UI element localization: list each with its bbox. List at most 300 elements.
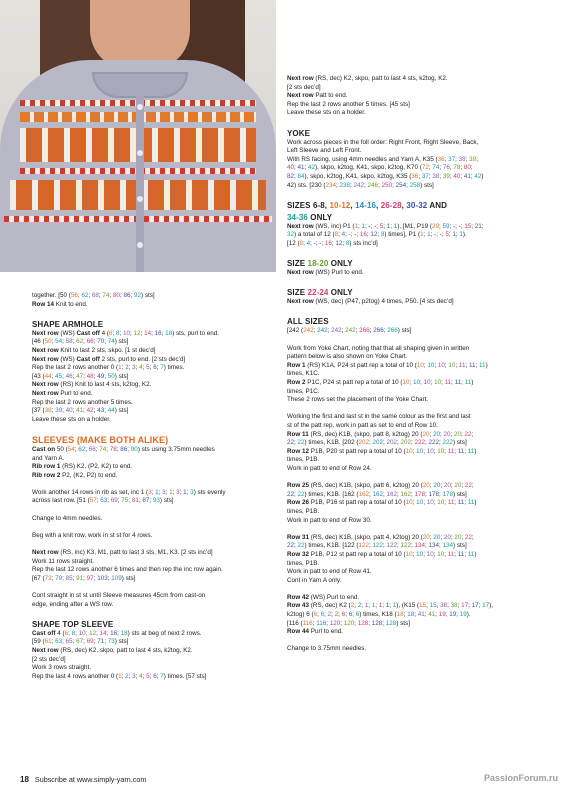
pattern-line (287, 560, 535, 569)
size-value: 10 (427, 361, 435, 369)
size-value: 54 (55, 338, 63, 346)
text-run: ) sts using 3.75mm needles (137, 445, 215, 453)
text-run: ; (354, 619, 358, 627)
text-run: [43 ( (32, 372, 45, 380)
size-value: 12 (335, 239, 343, 247)
size-value: 3 (190, 488, 194, 496)
text-run: ; (324, 611, 328, 619)
text-run: (WS, inc) P1 ( (313, 222, 355, 230)
text-run: ; (455, 361, 459, 369)
size-value: 41 (76, 407, 84, 415)
size-value: 222 (442, 439, 454, 447)
text-run: ; (104, 638, 108, 646)
row-label: Next row (287, 222, 314, 230)
text-run: Work across pieces in the foll order: Right Front, Right Sleeve, Back, (287, 138, 479, 146)
pattern-line (287, 551, 535, 560)
text-run: SIZES 6-8, (287, 200, 330, 210)
size-value: 3 (176, 488, 180, 496)
size-value: 22 (464, 482, 472, 490)
text-run: ONLY (328, 288, 353, 298)
text-run: [59 ( (32, 638, 45, 646)
pattern-line (32, 664, 280, 673)
size-value: 40 (453, 172, 461, 180)
text-run: ), skpo, k2tog, K41, skpo, k2tog, K35 ( (304, 172, 412, 180)
size-value: 12 (89, 629, 97, 637)
size-value: 202 (386, 439, 397, 447)
text-run: ; (411, 439, 415, 447)
pattern-line (32, 356, 280, 365)
size-value: 11 (467, 550, 475, 558)
text-run: Leave these sts on a holder. (287, 109, 366, 117)
size-value: 71 (97, 638, 105, 646)
size-value: 3 (132, 364, 136, 372)
size-value: 266 (373, 327, 384, 335)
pattern-line (287, 298, 535, 307)
pattern-line (32, 463, 280, 472)
size-value: 128 (371, 619, 383, 627)
size-value: 67 (76, 638, 84, 646)
spacer (287, 637, 535, 646)
text-run: [12 ( (287, 239, 300, 247)
text-run: ). (462, 231, 467, 239)
pattern-line (32, 601, 280, 610)
size-value: 1 (385, 602, 390, 610)
size-value: 50 (44, 338, 52, 346)
size-value: 202 (358, 439, 369, 447)
size-value: 3 (132, 672, 136, 680)
size-value: 266 (359, 327, 370, 335)
size-value: 85 (65, 574, 73, 582)
pattern-line (32, 446, 280, 455)
pattern-line (287, 645, 535, 654)
size-value: 49 (97, 372, 105, 380)
text-run: ) sts evenly (193, 488, 226, 496)
text-run: ; (478, 602, 483, 610)
text-run: ; (83, 638, 87, 646)
text-run: ; (72, 338, 77, 346)
row-label: Cast off (76, 355, 100, 363)
size-value: 11 (457, 550, 465, 558)
pattern-line (32, 558, 280, 567)
spacer (32, 523, 280, 532)
size-value: 122 (372, 542, 383, 550)
text-run: ). (466, 611, 471, 619)
size-value: 1 (452, 231, 456, 239)
text-run: ; (471, 430, 474, 438)
size-value: 20 (433, 533, 441, 541)
size-value: 20 (432, 430, 440, 438)
text-run: (WS) (58, 329, 77, 337)
size-value: 44 (107, 407, 115, 415)
pattern-line (287, 422, 535, 431)
text-run: ; (116, 445, 121, 453)
pattern-line (32, 549, 280, 558)
text-run: ; (440, 533, 444, 541)
text-run: ; (93, 372, 98, 380)
row-label: Next row (287, 92, 314, 100)
text-run: ; (461, 533, 465, 541)
section-heading: SHAPE TOP SLEEVE (32, 619, 114, 629)
text-run: ), skpo, k2tog, K41, skpo, k2tog, K70 ( (315, 164, 422, 172)
size-value: 6 (109, 329, 113, 337)
text-run: ) times], P1 ( (384, 231, 421, 239)
text-run: ; (51, 407, 56, 415)
text-run: Work 11 rows straight. (32, 557, 95, 565)
text-run: Change to 3.75mm needles. (287, 645, 367, 653)
text-run: 50 ( (55, 445, 68, 453)
text-run: Working the first and last st in the same colour as the first and last (287, 413, 471, 421)
text-run: ; (149, 364, 154, 372)
text-run: ; (95, 445, 100, 453)
text-run: ; (88, 292, 92, 299)
pattern-line (32, 292, 280, 301)
text-run: ) (485, 361, 488, 369)
size-value: 70 (97, 338, 105, 346)
size-value: 41 (417, 611, 425, 619)
text-run: Patt to end. (313, 92, 348, 100)
text-run: ; (382, 490, 387, 498)
size-value: 134 (414, 542, 426, 550)
size-value: 41 (428, 611, 436, 619)
size-value: 66 (88, 445, 96, 453)
size-value: 36 (411, 172, 419, 180)
text-run: ONLY (307, 212, 333, 222)
spacer (287, 278, 535, 287)
text-run: 2 sts, purl to end. [2 sts dec’d] (99, 355, 186, 363)
text-run: [37 ( (32, 407, 45, 415)
text-run: ; (439, 172, 443, 180)
spacer (32, 424, 280, 433)
text-run: ; (444, 361, 449, 369)
text-run: ; (454, 499, 458, 507)
text-run: ; -; -; (310, 239, 325, 247)
size-value: 15 (464, 222, 472, 230)
pattern-line (287, 370, 535, 379)
text-run: ; (119, 292, 124, 299)
size-value: 97 (86, 574, 94, 582)
size-value: 66 (86, 338, 94, 346)
text-run: ; (454, 550, 458, 558)
footer-text: Subscribe at www.simply-yarn.com (34, 775, 147, 784)
pattern-line (287, 431, 535, 440)
size-value: 8 (334, 231, 339, 239)
text-run: (RS) Knit to last 4 sts, k2tog, K2. (58, 381, 152, 389)
text-run: ; (158, 488, 163, 496)
pattern-line (32, 673, 280, 682)
size-value: 250 (381, 181, 393, 189)
text-run: (RS, dec) K1B, (skpo, patt 8, k2tog) 20 ( (308, 430, 423, 438)
text-run: ; (433, 447, 438, 455)
text-run: ; (341, 327, 346, 335)
size-value: 16 (359, 231, 367, 239)
row-label: Next row (32, 549, 59, 557)
size-value: 6 (64, 629, 69, 637)
text-run: times, P1B. (287, 456, 320, 464)
text-run: ; (425, 490, 429, 498)
spacer (287, 190, 535, 199)
text-run: ; (127, 445, 131, 453)
pattern-line (287, 156, 535, 165)
text-run: pattern below is also shown on Yoke Chart. (287, 353, 408, 361)
size-value: 6 (355, 611, 360, 619)
text-run: ; (72, 372, 77, 380)
text-run: ; (294, 542, 298, 550)
size-value: 10 (426, 550, 434, 558)
size-value: 1 (459, 231, 463, 239)
text-run: Purl to end. (309, 628, 344, 636)
size-value: 10 (448, 361, 456, 369)
text-run: ; (457, 602, 462, 610)
row-label: Next row (32, 381, 59, 389)
text-run: These 2 rows set the placement of the Yoke Chart. (287, 396, 429, 404)
size-value: 6 (313, 611, 318, 619)
text-run: ; (112, 329, 117, 337)
size-value: 2 (350, 602, 355, 610)
size-value: 22 (287, 542, 295, 550)
size-value: 10 (416, 499, 424, 507)
text-run: ; (366, 231, 371, 239)
size-value: 8 (116, 329, 120, 337)
text-run: ; (450, 430, 454, 438)
size-value: 5 (445, 231, 449, 239)
text-run: ; (104, 372, 108, 380)
size-value: 47 (76, 372, 84, 380)
size-value: 11 (467, 447, 475, 455)
pattern-line (32, 566, 280, 575)
text-run: ; (106, 445, 110, 453)
size-value: 22 (297, 542, 305, 550)
size-value: 32 (287, 231, 295, 239)
size-value: 116 (302, 619, 313, 627)
size-value: 11 (457, 447, 465, 455)
size-value: 72 (421, 164, 429, 172)
size-value: 11 (464, 379, 472, 387)
text-run: ; (117, 629, 121, 637)
size-value: 1 (427, 231, 431, 239)
size-value: 44 (44, 372, 52, 380)
size-value: 91 (76, 574, 84, 582)
pattern-line (32, 630, 280, 639)
text-run: ) sts] (396, 619, 410, 627)
text-run: ; (423, 361, 428, 369)
text-run: ; (369, 327, 374, 335)
pattern-line (32, 338, 280, 347)
text-run: ; (74, 445, 79, 453)
text-run: ; (411, 490, 415, 498)
text-run: ; (423, 499, 427, 507)
pattern-line (287, 101, 535, 110)
text-run: ; (355, 327, 360, 335)
size-value: 1 (183, 488, 187, 496)
size-value: 10 (413, 379, 421, 387)
size-value: 10 (426, 499, 434, 507)
text-run: ; (312, 619, 317, 627)
text-run: ; (382, 542, 387, 550)
text-run: ; (475, 361, 480, 369)
size-value: 1 (354, 222, 359, 230)
text-run: P1B, P16 st patt rep a total of 10 ( (309, 499, 406, 507)
size-value: 20 (443, 533, 451, 541)
pattern-line (287, 75, 535, 84)
pattern-line (32, 301, 280, 310)
text-run: ; (439, 164, 443, 172)
pattern-line (287, 577, 535, 586)
size-value: 1 (364, 602, 369, 610)
pattern-line (287, 602, 535, 611)
text-run: ; (444, 155, 449, 163)
text-run: ; (378, 181, 382, 189)
text-run: ; (383, 327, 388, 335)
row-label: Row 2 (287, 379, 306, 387)
size-value: 19 (449, 611, 457, 619)
text-run: SIZE (287, 288, 308, 298)
size-value: 1 (118, 672, 122, 680)
size-value: 178 (442, 490, 454, 498)
text-run: Cont straight in st st until Sleeve measures 45cm from cast-on (32, 592, 206, 599)
text-run: ; (106, 629, 111, 637)
text-run: ; (142, 364, 147, 372)
text-run: ) (471, 379, 474, 387)
size-value: 20 (422, 482, 430, 490)
row-label: Row 44 (287, 628, 310, 636)
size-value: 1 (155, 488, 159, 496)
pattern-line (287, 482, 535, 491)
text-run: and Yarn A. (32, 454, 65, 462)
text-run: ; (439, 439, 443, 447)
spacer (287, 585, 535, 594)
size-value: 10 (78, 629, 86, 637)
size-value: 18 (120, 629, 128, 637)
text-run: ) sts] (114, 638, 129, 646)
pattern-line (32, 347, 280, 356)
row-label: Row 25 (287, 482, 310, 490)
text-run: ; (461, 430, 465, 438)
text-run: ; (450, 482, 455, 490)
text-run: ; (130, 329, 134, 337)
size-value: 18-20 (307, 259, 329, 269)
size-value: 8 (345, 239, 350, 247)
size-value: 56 (70, 292, 78, 299)
text-run: ; (368, 439, 373, 447)
text-run: [46 ( (32, 338, 45, 346)
size-value: 1 (420, 231, 424, 239)
text-run: ; (107, 497, 111, 505)
text-run: ), (K15 ( (396, 602, 420, 610)
size-value: 10 (434, 379, 442, 387)
text-run: ; (414, 611, 418, 619)
text-run: Rep the last 2 rows another 0 ( (32, 364, 119, 372)
size-value: 103 (97, 574, 108, 582)
size-value: 36 (437, 155, 445, 163)
text-run: ; (444, 499, 448, 507)
text-run: ; (471, 222, 475, 230)
text-run: Work in patt to end of Row 24. (287, 464, 372, 472)
text-run: Work 3 rows straight. (32, 664, 92, 672)
text-run: ) times. [57 sts] (163, 672, 207, 680)
text-run: Work in patt to end of Row 30. (287, 516, 372, 524)
size-value: 14 (99, 629, 107, 637)
pattern-line (32, 330, 280, 339)
size-value: 242 (303, 327, 314, 335)
size-value: 6 (320, 611, 325, 619)
text-run: ; (439, 490, 443, 498)
spacer (287, 249, 535, 258)
sweater-photo (0, 0, 276, 272)
text-run: (WS) Purl to end. (313, 269, 364, 277)
size-value: 1 (386, 222, 391, 230)
size-value: 6 (153, 364, 157, 372)
text-run: ; (368, 542, 373, 550)
size-value: 122 (400, 542, 411, 550)
size-value: 2 (334, 611, 339, 619)
text-run: ) times, K1B. [202 ( (304, 439, 359, 447)
text-run: ; (449, 172, 454, 180)
size-value: 63 (100, 497, 108, 505)
text-run: ; (455, 155, 459, 163)
text-run: ; (140, 329, 145, 337)
text-run: (RS, dec) K1B, (skpo, patt 6, k2tog) 20 ( (309, 482, 423, 490)
text-run: (RS) K2, (P2, K2) to end. (60, 463, 133, 471)
text-run: ; (331, 239, 336, 247)
text-run: ) times, K1B. [162 ( (304, 490, 359, 498)
size-value: 22 (287, 439, 295, 447)
text-run: ; (368, 490, 373, 498)
pattern-line (287, 628, 535, 637)
text-run: ; (338, 611, 342, 619)
size-value: 15 (429, 602, 437, 610)
size-value: 74 (99, 445, 107, 453)
size-value: 93 (152, 497, 160, 505)
text-run: ; (429, 533, 434, 541)
pattern-line (287, 396, 535, 405)
size-value: 234 (325, 181, 337, 189)
size-value: 43 (97, 407, 105, 415)
text-run: Rep the last 2 rows another 5 times. [45 sts] (287, 100, 410, 108)
text-run: times, P1B. (287, 507, 320, 515)
size-value: 22 (287, 490, 295, 498)
size-value: 202 (400, 439, 411, 447)
text-run: ; (294, 172, 298, 180)
text-run: ) sts] (140, 292, 155, 299)
text-run: ; (438, 222, 443, 230)
text-run: ; (338, 231, 342, 239)
size-value: 20 (443, 430, 451, 438)
text-run: ; (481, 222, 484, 230)
row-label: Row 42 (287, 593, 310, 601)
pattern-line (32, 364, 280, 373)
text-run: ; (368, 619, 372, 627)
text-run: 4 ( (99, 329, 109, 337)
row-label: Row 31 (287, 533, 310, 541)
size-value: 2 (125, 364, 129, 372)
size-value: 22 (297, 439, 305, 447)
pattern-line (32, 638, 280, 647)
size-value: 4 (341, 231, 346, 239)
size-value: 162 (372, 490, 383, 498)
text-run: ; (436, 602, 441, 610)
size-value: 128 (357, 619, 369, 627)
size-value: 11 (458, 361, 466, 369)
size-value: 11 (447, 499, 455, 507)
text-run: times, K1C. (287, 370, 320, 378)
size-value: 116 (316, 619, 327, 627)
text-run: [67 ( (32, 574, 45, 582)
text-run: ; (412, 550, 417, 558)
text-run: ; (449, 164, 454, 172)
text-run: P1B, P20 st patt rep a total of 10 ( (309, 447, 406, 455)
text-run: ; (151, 488, 156, 496)
page-footer (20, 776, 146, 785)
